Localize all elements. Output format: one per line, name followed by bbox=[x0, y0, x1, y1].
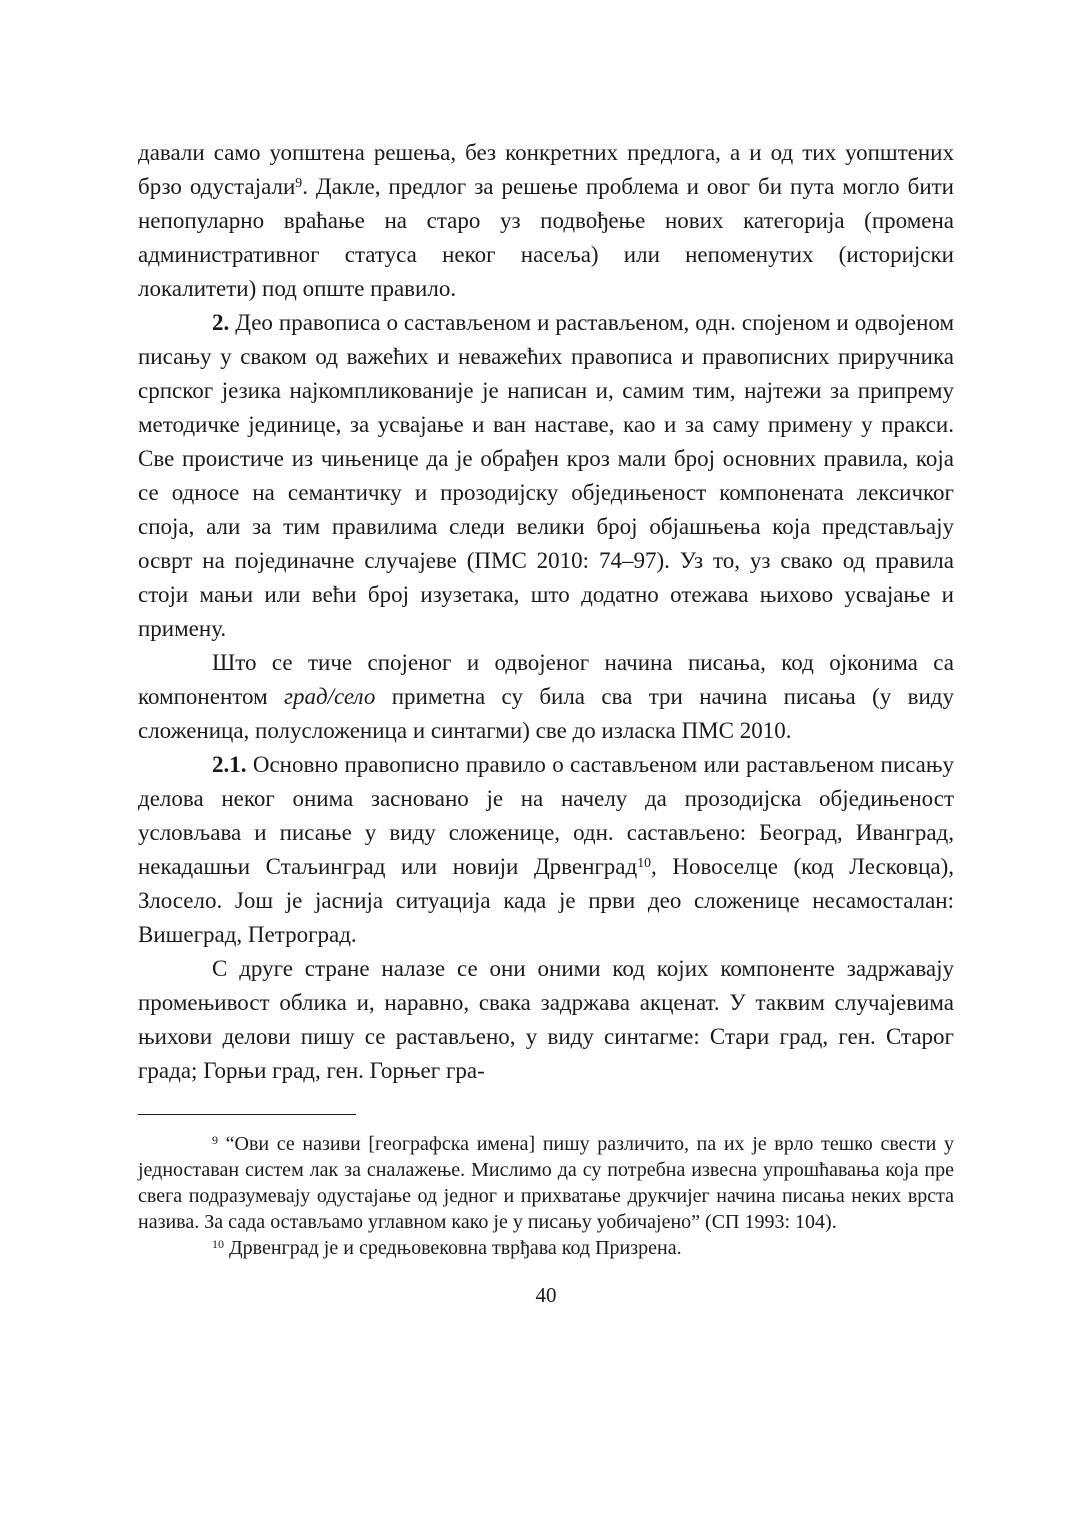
section-number-2-1: 2.1. bbox=[212, 752, 247, 777]
paragraph-3 bbox=[138, 646, 954, 748]
paragraph-1 bbox=[138, 136, 954, 306]
footnote-separator bbox=[138, 1114, 356, 1115]
footnote-10-text: Дрвенград је и средњовековна тврђава код Призрена. bbox=[224, 1237, 682, 1259]
paragraph-3-text-cont: приметна су била сва три начина писања (у виду сложеница, полусложеница и синтагми) све до изласка ПМС 2010. bbox=[138, 684, 955, 743]
paragraph-4-text-cont: , Новоселце (код Лесковца), Злосело. Још је јаснија ситуација када је први део сложенице несамосталан: Вишеград, Петроград. bbox=[138, 854, 954, 947]
footnote-9-text: “Ови се називи [географска имена] пишу различито, па их је врло тешко свести у једноставан систем лак за сналажење. Мислимо да су потребна извесна упрошћавања која пре свега подразумевају одустајање од једног и прихватање друкчијег начина писања неких врста назива. За сада остављамо углавном како је у писању уобичајено” (СП 1993: 104). bbox=[138, 1133, 954, 1233]
paragraph-1-text-cont: . Дакле, предлог за решење проблема и овог би пута могло бити непопуларно враћање на старо уз подвођење нових категорија (промена административног статуса неког насеља) или непоменутих (историјски локалитети) под опште правило. bbox=[138, 174, 954, 301]
paragraph-3-text: Што се тиче спојеног и одвојеног начина писања, код ојконима са компонентом bbox=[138, 650, 954, 709]
footnote-marker-10: 10 bbox=[212, 1237, 224, 1251]
footnote-10 bbox=[138, 1235, 954, 1261]
paragraph-4 bbox=[138, 748, 954, 952]
footnote-9 bbox=[138, 1131, 954, 1235]
main-text bbox=[138, 136, 954, 1088]
footnotes bbox=[138, 1131, 954, 1261]
footnote-marker-9: 9 bbox=[212, 1133, 218, 1147]
section-number-2: 2. bbox=[212, 310, 230, 335]
page-number: 40 bbox=[535, 1283, 557, 1307]
paragraph-1-text: давали само уопштена решења, без конкретних предлога, а и од тих уопштених брзо одустајали bbox=[138, 140, 954, 199]
footnote-ref-9: 9 bbox=[295, 175, 303, 191]
paragraph-4-text: Основно правописно правило о састављеном или растављеном писању делова неког онима засновано је на начелу да прозодијска обједињеност условљава и писање у виду сложенице, одн. састављено: Београд, Ивангрaд, некадашњи Стаљинград или новији Дрвенград bbox=[138, 752, 954, 879]
paragraph-2 bbox=[138, 306, 954, 646]
italic-term: град/село bbox=[284, 684, 376, 709]
paragraph-5 bbox=[138, 952, 954, 1088]
document-page bbox=[138, 136, 954, 1308]
paragraph-2-text: Део правописа о састављеном и растављеном, одн. спојеном и одвојеном писању у сваком од важећих и неважећих правописа и правописних приручника српског језика најкомпликованије је написан и, самим тим, најтежи за припрему методичке јединице, за усвајање и ван наставе, као и за саму примену у пракси. Све проистиче из чињенице да је обрађен кроз мали број основних правила, која се односе на семантичку и прозодијску обједињеност компонената лексичког споја, али за тим правилима следи велики број објашњења која представљају осврт на појединачне случајеве (ПМС 2010: 74–97). Уз то, уз свако од правила стоји мањи или већи број изузетака, што додатно отежава њихово усвајање и примену. bbox=[138, 310, 954, 641]
paragraph-5-text: С друге стране налазе се они оними код којих компоненте задржавају промењивост облика и, наравно, свака задржава акценат. У таквим случајевима њихови делови пишу се растављено, у виду синтагме: Стари град, ген. Старог града; Горњи град, ген. Горњег гра- bbox=[138, 956, 954, 1083]
footnote-ref-10: 10 bbox=[637, 855, 652, 871]
